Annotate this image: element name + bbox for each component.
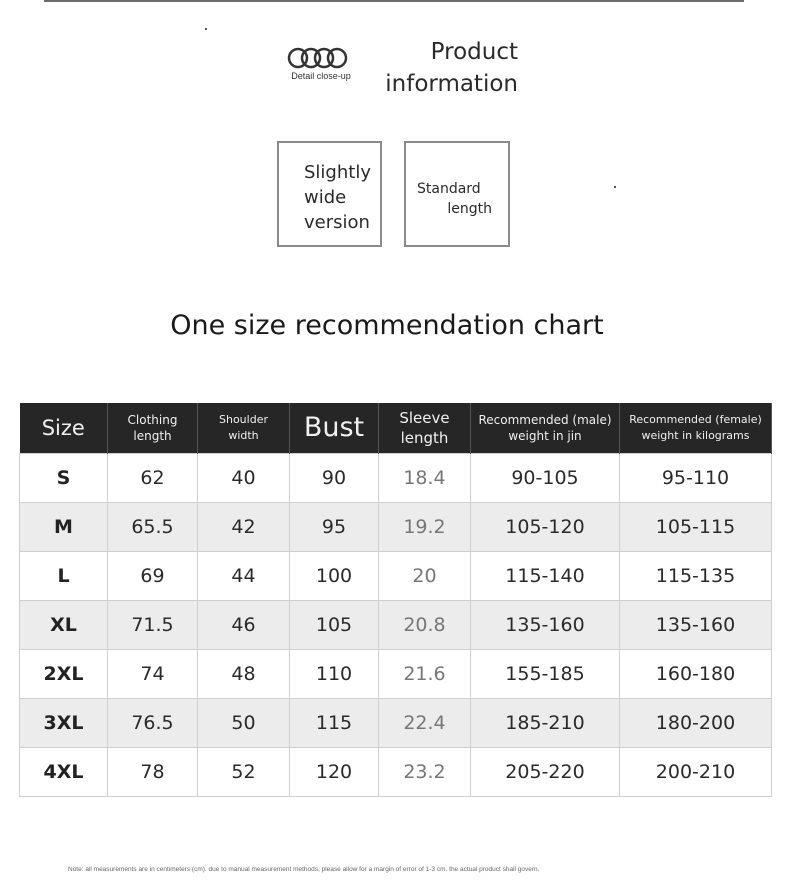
- header-size: Size: [20, 403, 108, 454]
- header-sleeve-length: Sleeve length: [379, 403, 471, 454]
- detail-closeup-logo: [284, 46, 358, 86]
- cell-length: 71.5: [108, 601, 198, 650]
- cell-length: 62: [108, 454, 198, 503]
- option-line: Slightly: [304, 162, 371, 183]
- cell-length: 74: [108, 650, 198, 699]
- option-label: [304, 160, 371, 235]
- cell-female: 135-160: [620, 601, 772, 650]
- table-row: [20, 601, 772, 650]
- cell-female: 160-180: [620, 650, 772, 699]
- cell-male: 115-140: [471, 552, 620, 601]
- cell-sleeve: 20: [379, 552, 471, 601]
- cell-female: 95-110: [620, 454, 772, 503]
- option-label: [406, 179, 492, 219]
- size-table: [19, 403, 772, 797]
- title-line-2: information: [385, 71, 518, 97]
- cell-size: M: [20, 503, 108, 552]
- top-divider: [44, 0, 744, 2]
- cell-female: 200-210: [620, 748, 772, 797]
- option-line: Standard: [417, 181, 481, 197]
- cell-male: 90-105: [471, 454, 620, 503]
- option-line: wide: [304, 187, 347, 208]
- table-row: [20, 650, 772, 699]
- rings-icon: [284, 46, 358, 70]
- cell-female: 115-135: [620, 552, 772, 601]
- cell-shoulder: 42: [198, 503, 290, 552]
- table-row: [20, 699, 772, 748]
- cell-sleeve: 20.8: [379, 601, 471, 650]
- cell-shoulder: 50: [198, 699, 290, 748]
- speck: [614, 186, 616, 188]
- cell-male: 105-120: [471, 503, 620, 552]
- cell-female: 105-115: [620, 503, 772, 552]
- cell-size: 3XL: [20, 699, 108, 748]
- cell-size: 4XL: [20, 748, 108, 797]
- cell-length: 65.5: [108, 503, 198, 552]
- page-title: [368, 36, 518, 100]
- option-slightly-wide: [277, 141, 382, 247]
- cell-sleeve: 21.6: [379, 650, 471, 699]
- cell-male: 185-210: [471, 699, 620, 748]
- cell-length: 78: [108, 748, 198, 797]
- footnote: Note: all measurements are in centimeters (cm). due to manual measurement methods, please allow for a margin of error of 1-3 cm. the actual product shall govern.: [68, 866, 540, 873]
- cell-shoulder: 40: [198, 454, 290, 503]
- cell-bust: 95: [290, 503, 379, 552]
- table-row: [20, 503, 772, 552]
- table-row: [20, 552, 772, 601]
- header-female-weight: Recommended (female) weight in kilograms: [620, 403, 772, 454]
- cell-size: S: [20, 454, 108, 503]
- logo-caption: Detail close-up: [291, 71, 351, 81]
- header-male-weight: Recommended (male) weight in jin: [471, 403, 620, 454]
- cell-bust: 115: [290, 699, 379, 748]
- speck: [205, 28, 207, 30]
- table-row: [20, 748, 772, 797]
- cell-bust: 100: [290, 552, 379, 601]
- cell-shoulder: 46: [198, 601, 290, 650]
- option-line: version: [304, 212, 370, 233]
- chart-heading: One size recommendation chart: [170, 310, 604, 341]
- table-row: [20, 454, 772, 503]
- cell-size: XL: [20, 601, 108, 650]
- cell-sleeve: 18.4: [379, 454, 471, 503]
- cell-sleeve: 23.2: [379, 748, 471, 797]
- option-line: length: [447, 201, 492, 217]
- cell-male: 205-220: [471, 748, 620, 797]
- table-header-row: [20, 403, 772, 454]
- cell-sleeve: 19.2: [379, 503, 471, 552]
- cell-bust: 120: [290, 748, 379, 797]
- cell-male: 135-160: [471, 601, 620, 650]
- header-shoulder-width: Shoulder width: [198, 403, 290, 454]
- header-clothing-length: Clothing length: [108, 403, 198, 454]
- header-bust: Bust: [290, 403, 379, 454]
- cell-bust: 90: [290, 454, 379, 503]
- cell-size: 2XL: [20, 650, 108, 699]
- title-line-1: Product: [430, 39, 518, 65]
- cell-length: 76.5: [108, 699, 198, 748]
- cell-female: 180-200: [620, 699, 772, 748]
- cell-bust: 105: [290, 601, 379, 650]
- cell-size: L: [20, 552, 108, 601]
- cell-sleeve: 22.4: [379, 699, 471, 748]
- cell-length: 69: [108, 552, 198, 601]
- cell-shoulder: 48: [198, 650, 290, 699]
- cell-shoulder: 44: [198, 552, 290, 601]
- cell-shoulder: 52: [198, 748, 290, 797]
- option-standard-length: [404, 141, 510, 247]
- cell-bust: 110: [290, 650, 379, 699]
- cell-male: 155-185: [471, 650, 620, 699]
